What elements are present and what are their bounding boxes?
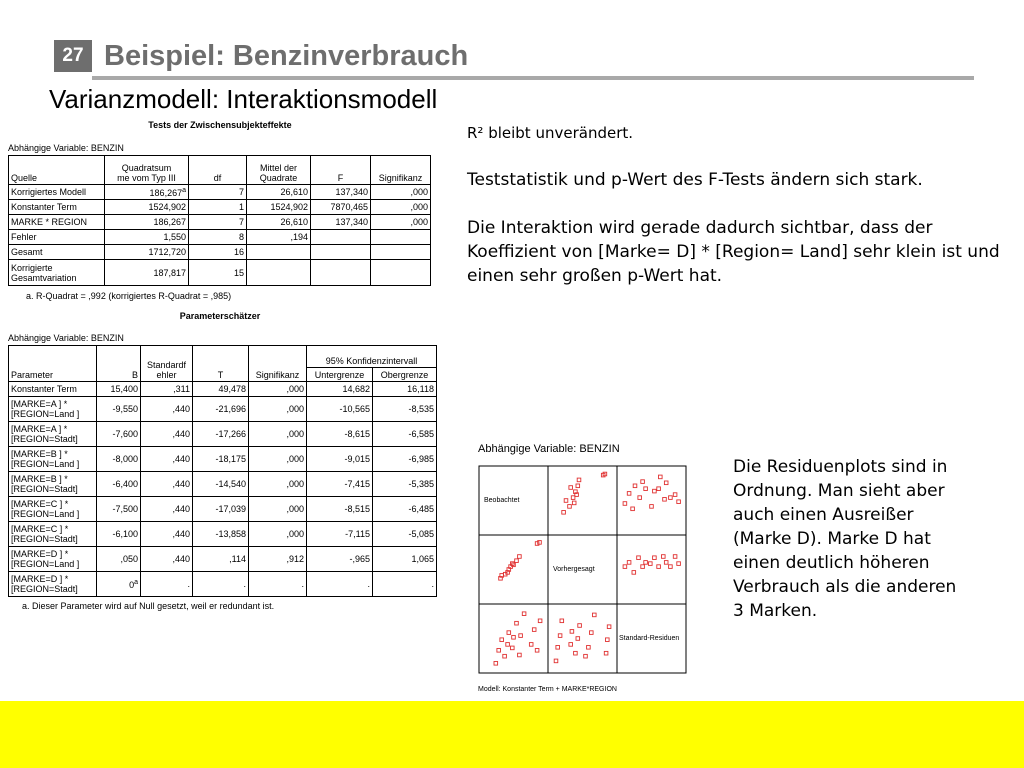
scatter-point: [590, 631, 594, 635]
table-row: Korrigierte Gesamtvariation 187,817 15: [9, 260, 431, 286]
scatter-point: [606, 638, 610, 642]
scatter-point: [669, 565, 673, 569]
scatter-point: [641, 480, 645, 484]
scatter-point: [577, 478, 581, 482]
plot-dependent-variable: Abhängige Variable: BENZIN: [478, 443, 620, 455]
scatter-point: [593, 613, 597, 617]
scatter-point: [650, 505, 654, 509]
scatter-point: [576, 484, 580, 488]
table-row: [MARKE=A ] * [REGION=Land ] -9,550 ,440 -21,696 ,000 -10,565 -8,535: [9, 397, 437, 422]
scatter-point: [562, 511, 566, 515]
scatter-point: [497, 649, 501, 653]
scatter-point: [631, 507, 635, 511]
scatter-point: [535, 542, 539, 546]
scatter-point: [522, 612, 526, 616]
scatter-point: [627, 561, 631, 565]
scatter-point: [576, 637, 580, 641]
residuals-note: Die Residuenplots sind in Ordnung. Man sieht aber auch einen Ausreißer (Marke D). Marke D hat einen deutlich höheren Verbrauch als die anderen 3 Marken.: [733, 457, 957, 621]
anova-dependent-variable: Abhängige Variable: BENZIN: [8, 143, 124, 153]
table-row: [MARKE=C ] * [REGION=Land ] -7,500 ,440 -17,039 ,000 -8,515 -6,485: [9, 497, 437, 522]
col-header-t: T: [193, 346, 249, 382]
anova-table: [8, 155, 431, 286]
scatter-point: [677, 562, 681, 566]
table-row: [MARKE=C ] * [REGION=Stadt] -6,100 ,440 -13,858 ,000 -7,115 -5,085: [9, 522, 437, 547]
table-row: Korrigiertes Modell 186,267$^a$ 7 26,610 137,340 ,000: [9, 185, 431, 200]
scatter-point: [664, 561, 668, 565]
scatter-point: [560, 619, 564, 623]
scatter-point: [518, 653, 522, 657]
scatter-point: [644, 487, 648, 491]
r2-note: R² bleibt unverändert.: [467, 124, 634, 142]
scatter-point: [623, 502, 627, 506]
scatter-point: [607, 625, 611, 629]
scatter-point: [519, 634, 523, 638]
scatter-point: [669, 496, 673, 500]
col-header-ss: Quadratsum me vom Typ III: [105, 156, 189, 185]
scatter-point: [641, 565, 645, 569]
table-row: Fehler 1,550 8 ,194: [9, 230, 431, 245]
scatter-point: [627, 492, 631, 496]
scatter-point: [657, 565, 661, 569]
table-row: [MARKE=A ] * [REGION=Stadt] -7,600 ,440 -17,266 ,000 -8,615 -6,585: [9, 422, 437, 447]
diagonal-variable-label: Beobachtet: [484, 497, 520, 504]
scatter-point: [518, 555, 522, 559]
scatter-point: [569, 486, 573, 490]
diagonal-variable-label: Vorhergesagt: [553, 566, 595, 573]
scatter-point: [653, 489, 657, 493]
col-header-lower: Untergrenze: [307, 368, 373, 382]
col-header-source: Quelle: [9, 156, 105, 185]
scatter-point: [538, 541, 542, 545]
scatter-point: [572, 501, 576, 505]
anova-table-block: [8, 120, 448, 301]
parameter-table-block: [8, 311, 448, 611]
parameter-table: [8, 345, 437, 597]
scatter-point: [637, 556, 641, 560]
scatter-point: [554, 659, 558, 663]
anova-footnote: a. R-Quadrat = ,992 (korrigiertes R-Quadrat = ,985): [26, 291, 232, 301]
table-row: [MARKE=D ] * [REGION=Land ] ,050 ,440 ,114 ,912 -,965 1,065: [9, 547, 437, 572]
scatter-point: [633, 484, 637, 488]
scatter-point: [558, 634, 562, 638]
scatter-point: [623, 565, 627, 569]
anova-header-row: [9, 156, 431, 185]
table-row: MARKE * REGION 186,267 7 26,610 137,340 ,000: [9, 215, 431, 230]
col-header-se: Standardf ehler: [141, 346, 193, 382]
footer-bar: [0, 701, 1024, 768]
slide-subtitle: Varianzmodell: Interaktionsmodell: [49, 84, 438, 114]
scatter-point: [632, 571, 636, 575]
scatter-point: [494, 662, 498, 666]
table-row: Konstanter Term 1524,902 1 1524,902 7870,465 ,000: [9, 200, 431, 215]
parameter-header-row-1: [9, 346, 437, 368]
col-header-b: B: [97, 346, 141, 382]
scatter-point: [564, 499, 568, 503]
table-row: Gesamt 1712,720 16: [9, 245, 431, 260]
diagonal-variable-label: Standard-Residuen: [619, 635, 680, 642]
anova-table-caption: Tests der Zwischensubjekteffekte: [148, 120, 292, 130]
col-header-parameter: Parameter: [9, 346, 97, 382]
col-header-ms: Mittel der Quadrate: [247, 156, 311, 185]
col-header-df: df: [189, 156, 247, 185]
scatter-point: [515, 621, 519, 625]
parameter-table-caption: Parameterschätzer: [179, 311, 261, 321]
scatter-point: [649, 562, 653, 566]
table-row: [MARKE=B ] * [REGION=Land ] -8,000 ,440 -18,175 ,000 -9,015 -6,985: [9, 447, 437, 472]
slide-title: Beispiel: Benzinverbrauch: [104, 40, 469, 72]
scatter-point: [515, 559, 519, 563]
table-row: [MARKE=B ] * [REGION=Stadt] -6,400 ,440 -14,540 ,000 -7,415 -5,385: [9, 472, 437, 497]
scatter-point: [538, 619, 542, 623]
teststat-note: Teststatistik und p-Wert des F-Tests ändern sich stark.: [467, 170, 923, 190]
interaction-note: Die Interaktion wird gerade dadurch sichtbar, dass der Koeffizient von [Marke= D] * [Region= Land] sehr klein ist und einen sehr großen p-Wert hat.: [467, 218, 1000, 286]
scatter-point: [663, 498, 667, 502]
table-row: [MARKE=D ] * [REGION=Stadt] 0$^a$ . . . . .: [9, 572, 437, 597]
residual-plot-matrix: [476, 440, 716, 702]
col-header-f: F: [311, 156, 371, 185]
scatter-point: [662, 555, 666, 559]
parameter-footnote: a. Dieser Parameter wird auf Null gesetzt, weil er redundant ist.: [22, 601, 275, 611]
scatter-point: [512, 636, 516, 640]
scatter-point: [574, 651, 578, 655]
col-header-sig: Signifikanz: [371, 156, 431, 185]
scatter-point: [659, 475, 663, 479]
title-divider: [92, 76, 974, 80]
scatter-point: [507, 631, 511, 635]
col-header-sig: Signifikanz: [249, 346, 307, 382]
col-header-ci: 95% Konfidenzintervall: [307, 346, 437, 368]
scatter-point: [506, 643, 510, 647]
scatter-point: [587, 646, 591, 650]
scatter-point: [570, 630, 574, 634]
scatter-point: [556, 646, 560, 650]
scatter-point: [503, 654, 507, 658]
plot-model-footnote: Modell: Konstanter Term + MARKE*REGION: [478, 686, 617, 693]
scatter-point: [532, 628, 536, 632]
col-header-upper: Obergrenze: [373, 368, 437, 382]
table-row: Konstanter Term 15,400 ,311 49,478 ,000 14,682 16,118: [9, 382, 437, 397]
parameter-dependent-variable: Abhängige Variable: BENZIN: [8, 333, 124, 343]
scatter-point: [604, 651, 608, 655]
scatter-point: [511, 646, 515, 650]
scatter-point: [677, 500, 681, 504]
scatter-point: [657, 487, 661, 491]
scatter-point: [535, 649, 539, 653]
scatter-point: [568, 505, 572, 509]
scatter-point: [673, 555, 677, 559]
scatter-point: [584, 654, 588, 658]
scatter-point: [529, 643, 533, 647]
slide-number-badge: 27: [54, 40, 92, 72]
scatter-point: [638, 496, 642, 500]
scatter-point: [569, 643, 573, 647]
scatter-point: [500, 638, 504, 642]
scatter-point: [644, 561, 648, 565]
scatter-point: [653, 556, 657, 560]
scatterplot-matrix-svg: [476, 440, 716, 702]
scatter-point: [673, 493, 677, 497]
scatter-point: [578, 624, 582, 628]
scatter-point: [664, 481, 668, 485]
